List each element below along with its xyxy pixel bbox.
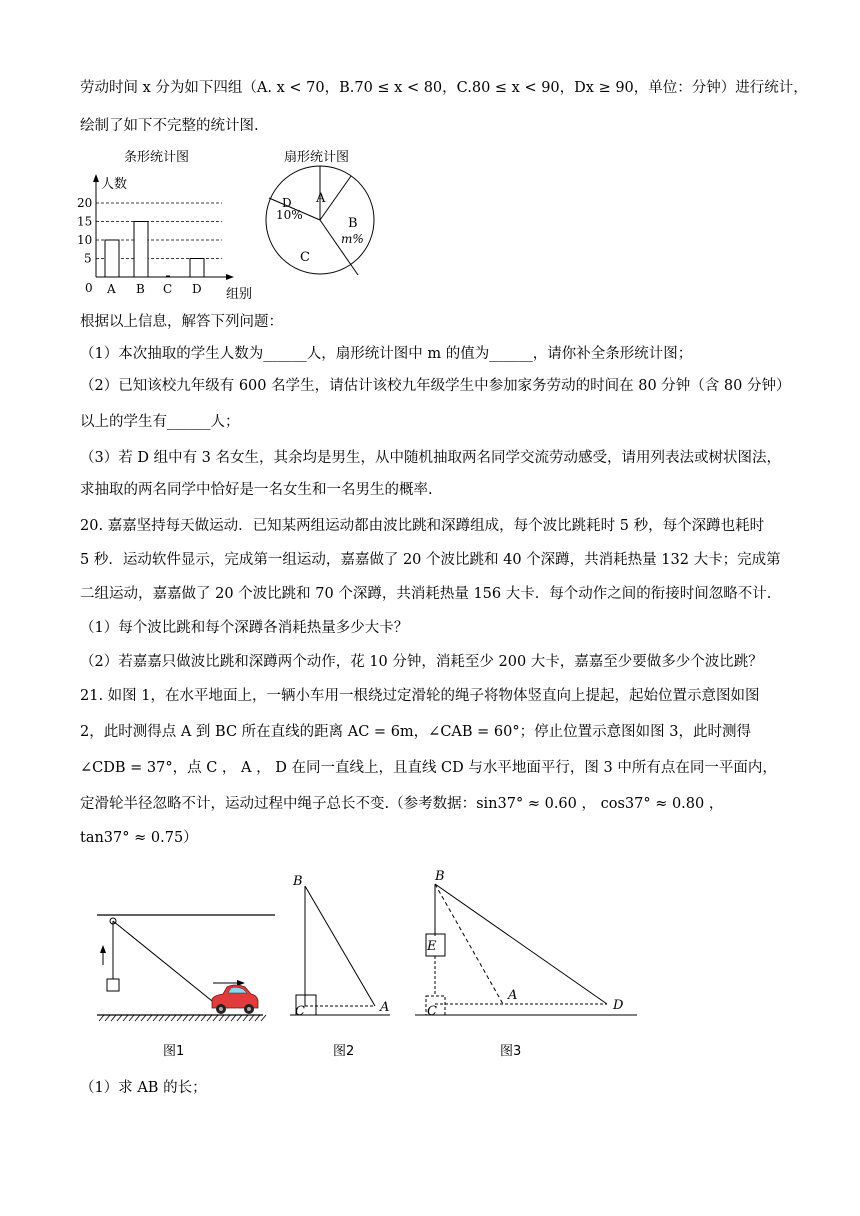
fig3-caption: 图3 bbox=[500, 1044, 522, 1059]
fig2-ba bbox=[305, 886, 375, 1006]
intro-line-1: 劳动时间 x 分为如下四组（A. x < 70，B.70 ≤ x < 80，C.80 ≤ x < 90，Dx ≥ 90，单位：分钟）进行统计， bbox=[80, 80, 808, 96]
fig3-label-e: E bbox=[427, 939, 437, 954]
bar-a bbox=[105, 240, 119, 277]
q19-part1: （1）本次抽取的学生人数为______人，扇形统计图中 m 的值为______，请你补全条形统计图； bbox=[80, 346, 693, 362]
bar-xlabel: 组别 bbox=[226, 287, 253, 302]
pie-chart-title: 扇形统计图 bbox=[284, 150, 350, 165]
p20-line-3: 二组运动，嘉嘉做了 20 个波比跳和 70 个深蹲，共消耗热量 156 大卡．每个动作之间的衔接时间忽略不计. bbox=[80, 586, 772, 602]
p21-line-4: 定滑轮半径忽略不计，运动过程中绳子总长不变.（参考数据：sin37° ≈ 0.60 ， cos37° ≈ 0.80 ， bbox=[80, 796, 724, 812]
p21-line-1: 21. 如图 1，在水平地面上，一辆小车用一根绕过定滑轮的绳子将物体竖直向上提起，起始位置示意图如图 bbox=[80, 688, 760, 704]
bar-chart-title: 条形统计图 bbox=[124, 150, 190, 165]
fig3-bd bbox=[435, 884, 607, 1004]
bar-ytick-5: 5 bbox=[84, 251, 92, 266]
bar-ytick-10: 10 bbox=[77, 233, 93, 247]
fig1-rope-diagonal bbox=[113, 921, 217, 1005]
fig1-caption: 图1 bbox=[163, 1044, 185, 1059]
bar-xtick-a: A bbox=[107, 282, 116, 296]
p21-line-3: ∠CDB = 37°，点 C ， A ， D 在同一直线上，且直线 CD 与水平地面平行，图 3 中所有点在同一平面内， bbox=[80, 760, 777, 776]
fig2-label-b: B bbox=[293, 874, 303, 889]
fig2-caption: 图2 bbox=[333, 1044, 355, 1059]
fig3-label-d: D bbox=[613, 998, 624, 1013]
figure-3 bbox=[415, 868, 645, 1018]
bar-ytick-15: 15 bbox=[77, 214, 93, 229]
bar-chart bbox=[72, 168, 272, 308]
q19-part2a: （2）已知该校九年级有 600 名学生，请估计该校九年级学生中参加家务劳动的时间在 80 分钟（含 80 分钟） bbox=[80, 378, 791, 394]
bar-y-arrow bbox=[93, 174, 99, 182]
bar-b bbox=[134, 222, 148, 278]
fig3-label-a: A bbox=[508, 988, 518, 1003]
bar-d bbox=[190, 259, 204, 278]
p21-q1: （1）求 AB 的长； bbox=[80, 1080, 207, 1096]
p20-q1: （1）每个波比跳和每个深蹲各消耗热量多少大卡？ bbox=[80, 620, 409, 636]
fig1-ground-hatch bbox=[99, 1015, 266, 1021]
bar-x-arrow bbox=[226, 274, 234, 280]
fig2-label-c: C bbox=[295, 1004, 305, 1019]
q19-lead: 根据以上信息，解答下列问题： bbox=[80, 314, 283, 330]
q19-part2b: 以上的学生有______人； bbox=[80, 414, 240, 430]
pie-label-d: D bbox=[282, 196, 292, 210]
bar-ylabel: 人数 bbox=[101, 177, 128, 192]
fig1-car bbox=[212, 985, 258, 1014]
pie-label-d-pct: 10% bbox=[276, 208, 303, 222]
bar-xtick-c: C bbox=[163, 282, 173, 296]
fig2-label-a: A bbox=[380, 1000, 390, 1015]
bar-ytick-20: 20 bbox=[77, 196, 93, 210]
fig3-label-c: C bbox=[427, 1004, 437, 1019]
p21-line-5: tan37° ≈ 0.75） bbox=[80, 830, 198, 846]
figure-2 bbox=[290, 870, 400, 1020]
bar-origin: 0 bbox=[85, 281, 93, 295]
intro-line-2: 绘制了如下不完整的统计图. bbox=[80, 118, 259, 134]
fig1-object bbox=[107, 979, 119, 991]
bar-xtick-b: B bbox=[136, 282, 145, 296]
q19-part3b: 求抽取的两名同学中恰好是一名女生和一名男生的概率. bbox=[80, 482, 433, 498]
pie-chart bbox=[265, 163, 385, 283]
p21-line-2: 2，此时测得点 A 到 BC 所在直线的距离 AC = 6m，∠CAB = 60°；停止位置示意图如图 3，此时测得 bbox=[80, 724, 751, 740]
pie-label-b: B bbox=[348, 216, 358, 231]
p20-q2: （2）若嘉嘉只做波比跳和深蹲两个动作，花 10 分钟，消耗至少 200 大卡，嘉嘉至少要做多少个波比跳？ bbox=[80, 654, 763, 670]
pie-label-a: A bbox=[316, 191, 326, 206]
fig1-up-arrow-head bbox=[100, 945, 106, 953]
bar-xtick-d: D bbox=[192, 282, 202, 296]
figure-1 bbox=[95, 905, 285, 1035]
p20-line-1: 20. 嘉嘉坚持每天做运动．已知某两组运动都由波比跳和深蹲组成，每个波比跳耗时 5 秒，每个深蹲也耗时 bbox=[80, 518, 765, 534]
pie-label-c: C bbox=[300, 250, 310, 265]
q19-part3a: （3）若 D 组中有 3 名女生，其余均是男生，从中随机抽取两名同学交流劳动感受，请用列表法或树状图法， bbox=[80, 450, 782, 466]
pie-label-b-pct: m% bbox=[341, 232, 364, 246]
p20-line-2: 5 秒．运动软件显示，完成第一组运动，嘉嘉做了 20 个波比跳和 40 个深蹲，共消耗热量 132 大卡；完成第 bbox=[80, 552, 781, 568]
fig3-label-b: B bbox=[435, 869, 445, 884]
